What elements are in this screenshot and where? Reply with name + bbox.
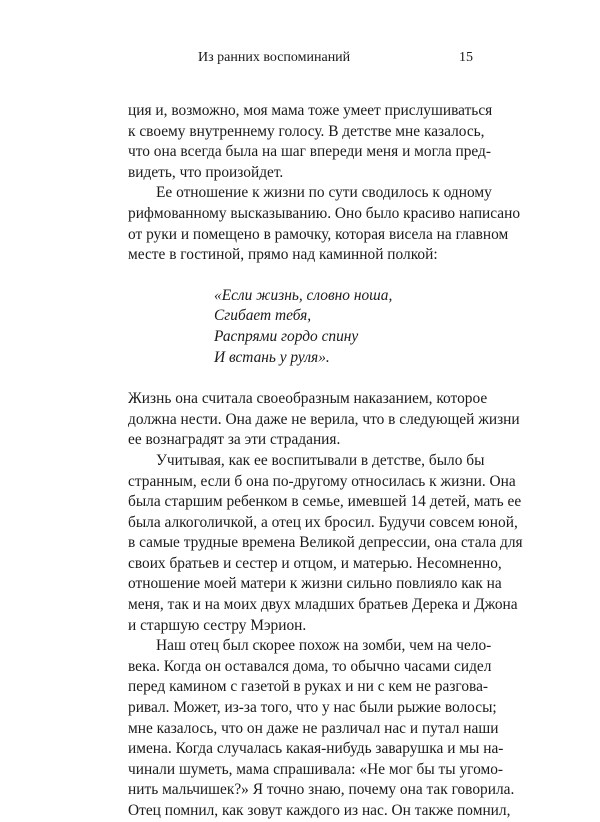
running-header (128, 50, 473, 72)
text-line: Наш отец был скорее похож на зомби, чем на чело- (156, 637, 492, 655)
paragraph-2 (128, 183, 521, 265)
text-line: ция и, возможно, моя мама тоже умеет прислушиваться (128, 102, 493, 119)
paragraph-5 (128, 636, 515, 821)
text-line: месте в гостиной, прямо над каминной полкой: (128, 246, 438, 264)
paragraph-4 (128, 451, 523, 636)
poem-line: Сгибает тебя, (214, 307, 312, 325)
text-line: к своему внутреннему голосу. В детстве мне казалось, (128, 122, 485, 140)
text-line: своих братьев и сестер и отцом, и матерью. Несомненно, (128, 554, 502, 572)
text-line: была старшим ребенком в семье, имевшей 14 детей, мать ее (128, 493, 522, 511)
text-line: чинали шуметь, мама спрашивала: «Не мог бы ты угомо- (128, 760, 504, 778)
text-line: века. Когда он оставался дома, то обычно часами сидел (128, 657, 492, 675)
text-line: Жизнь она считала своеобразным наказанием, которое (128, 390, 488, 408)
text-line: Учитывая, как ее воспитывали в детстве, было бы (156, 451, 485, 469)
poem-quote (128, 286, 473, 368)
poem-line: И встань у руля». (214, 348, 330, 366)
text-line: имена. Когда случалась какая-нибудь заварушка и мы на- (128, 740, 504, 758)
page-number: 15 (459, 50, 473, 65)
text-line: ривал. Может, из-за того, что у нас были рыжие волосы; (128, 699, 497, 717)
paragraph-1 (128, 101, 493, 183)
text-line: должна нести. Она даже не верила, что в следующей жизни (128, 410, 520, 428)
chapter-title: Из ранних воспоминаний (198, 50, 351, 65)
text-line: в самые трудные времена Великой депрессии, она стала для (128, 534, 523, 552)
text-line: Отец помнил, как зовут каждого из нас. Он также помнил, (128, 802, 511, 819)
text-line: Ее отношение к жизни по сути сводилось к одному (156, 184, 492, 202)
poem-line: Распрями гордо спину (214, 327, 359, 345)
text-line: перед камином с газетой в руках и ни с кем не разгова- (128, 678, 489, 696)
text-line: видеть, что произойдет. (128, 163, 284, 181)
text-line: была алкоголичкой, а отец их бросил. Будучи совсем юной, (128, 513, 518, 531)
text-line: странным, если б она по-другому относилась к жизни. Она (128, 472, 516, 490)
text-line: и старшую сестру Мэрион. (128, 616, 307, 634)
text-line: от руки и помещено в рамочку, которая висела на главном (128, 225, 509, 243)
text-line: нить мальчишек?» Я точно знаю, почему она так говорила. (128, 781, 515, 799)
poem-line: «Если жизнь, словно ноша, (214, 286, 393, 304)
text-line: отношение моей матери к жизни сильно повлияло как на (128, 575, 502, 593)
text-line: мне казалось, что он даже не различал нас и путал наши (128, 719, 499, 737)
text-line: меня, так и на моих двух младших братьев Дерека и Джона (128, 596, 518, 614)
text-line: рифмованному высказыванию. Оно было красиво написано (128, 204, 521, 222)
text-line: что она всегда была на шаг впереди меня и могла пред- (128, 143, 492, 161)
text-line: ее вознаградят за эти страдания. (128, 431, 341, 449)
paragraph-3 (128, 389, 520, 451)
body-text (128, 101, 523, 822)
